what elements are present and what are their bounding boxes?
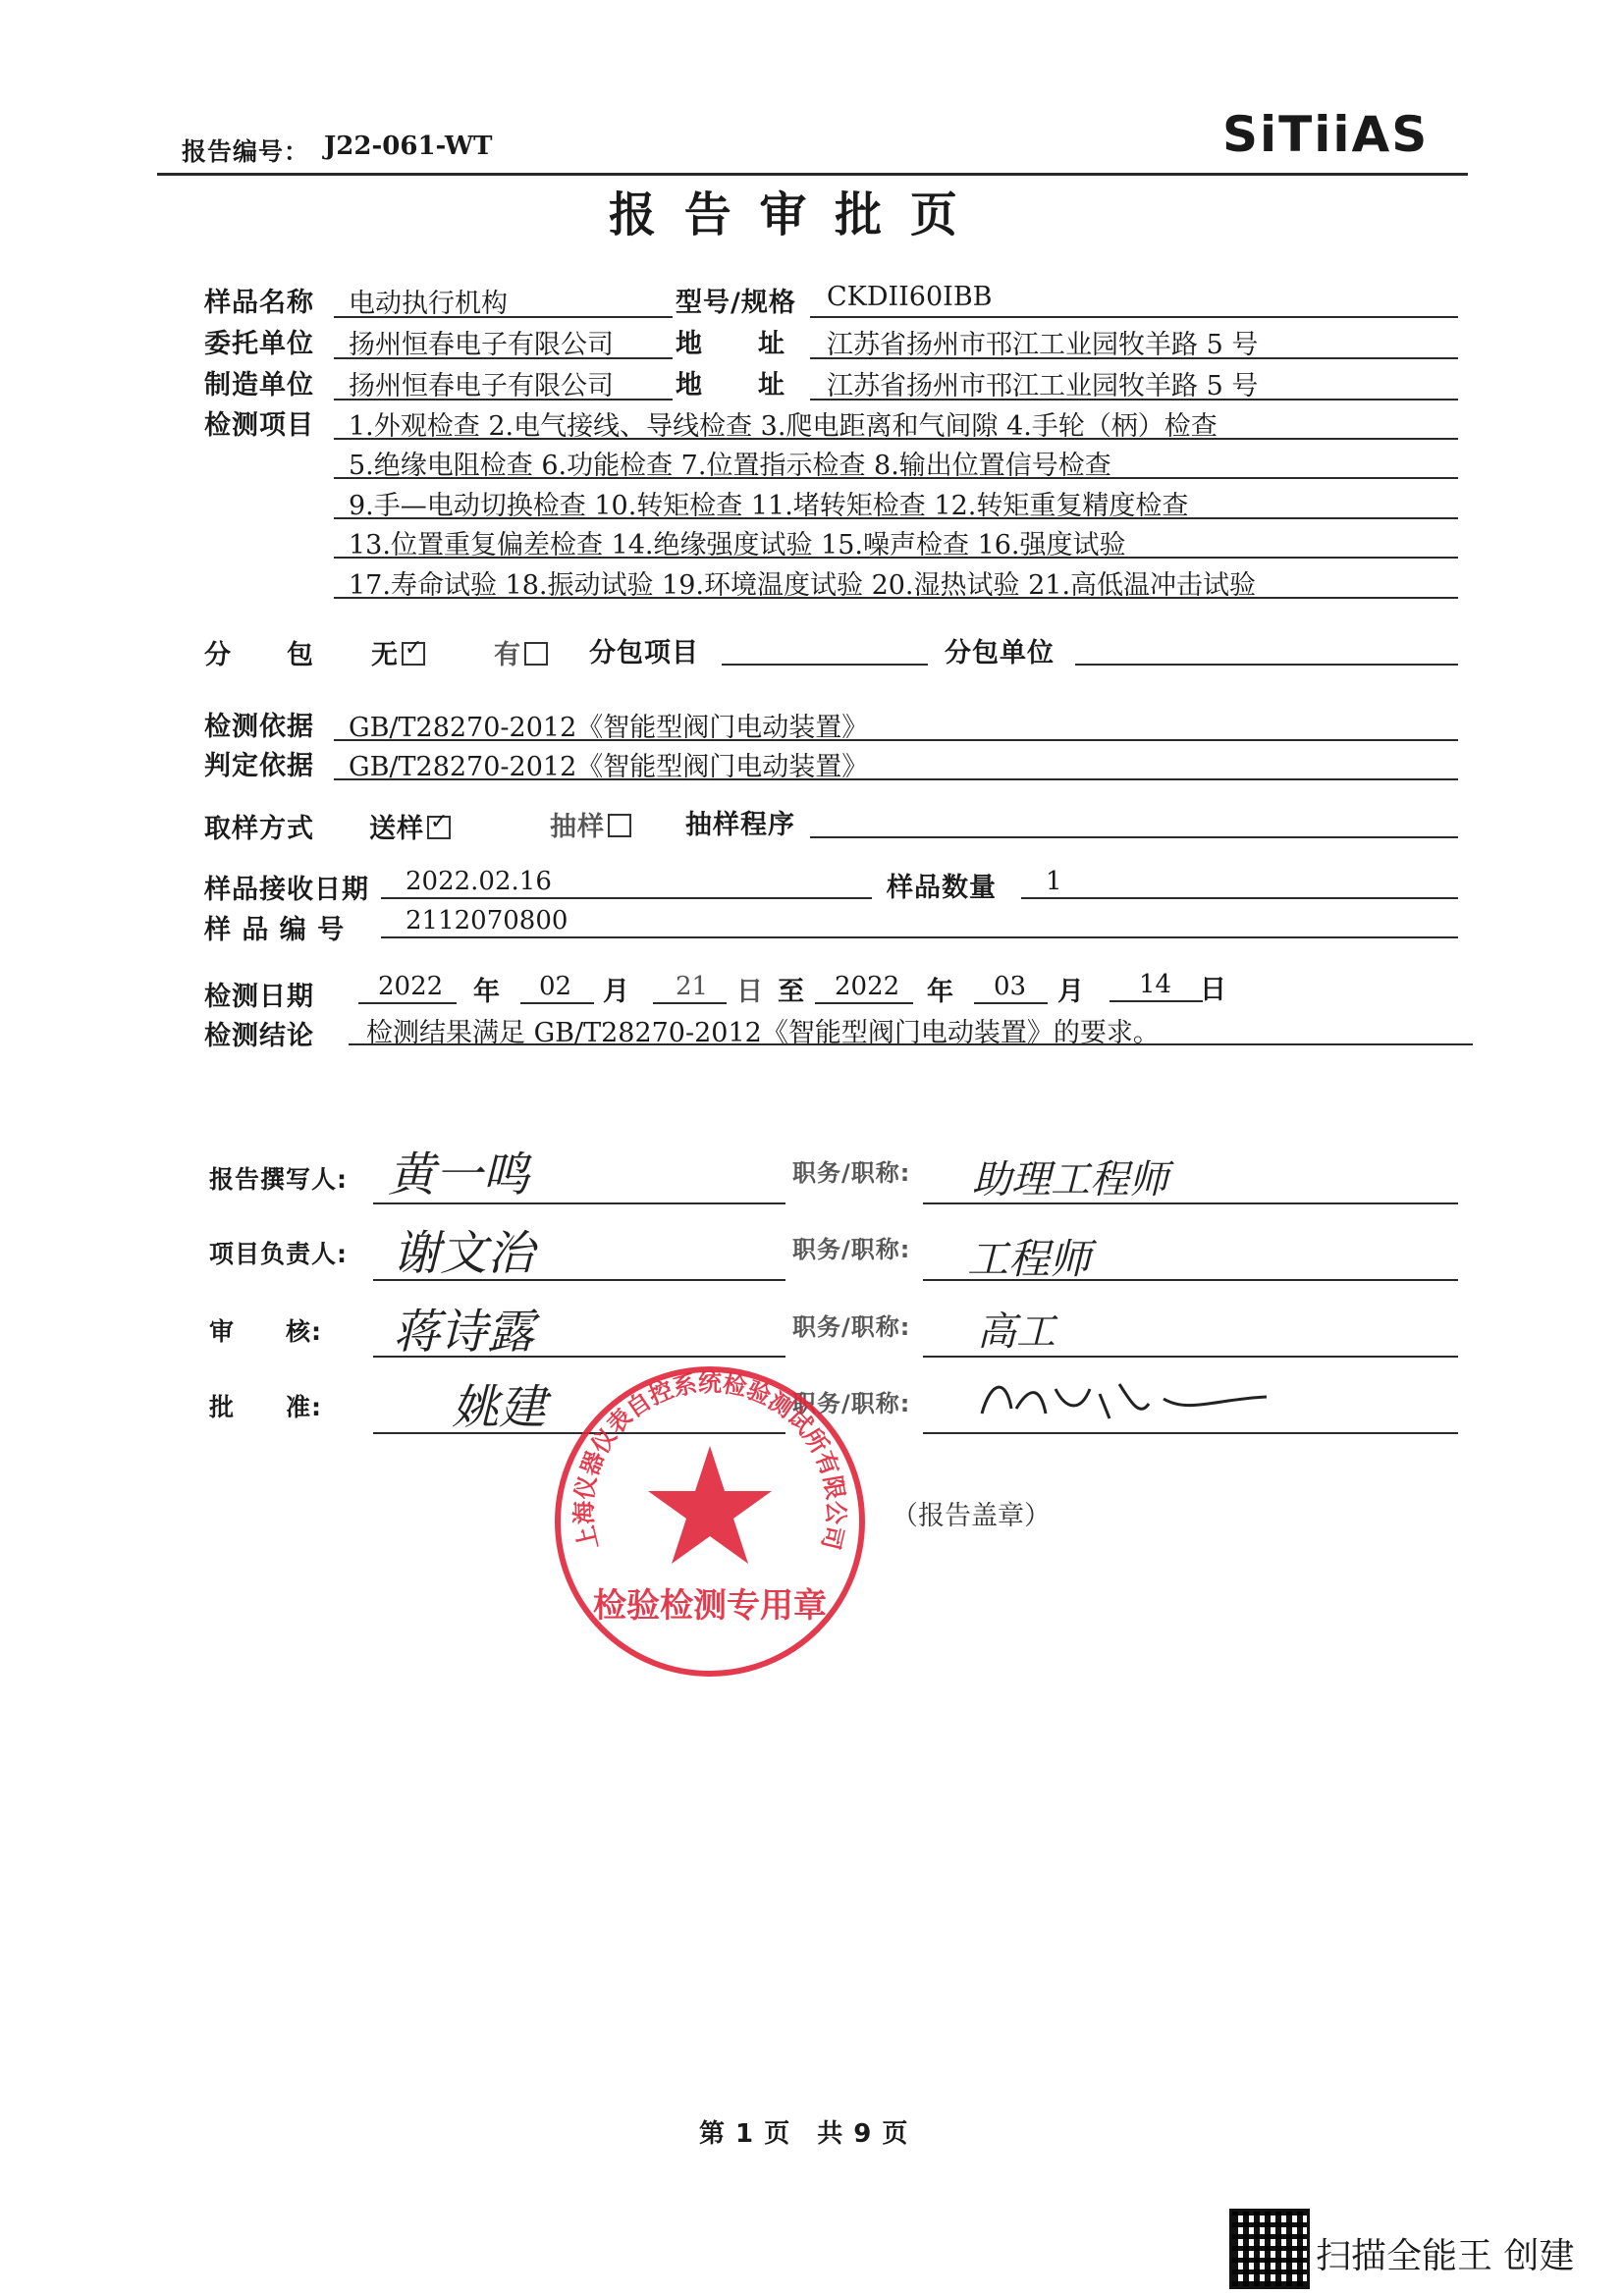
sample-number-line [381,936,1458,938]
subcontract-items-label: 分包项目 [589,638,699,668]
test-end-year-line [815,1002,913,1004]
month-char-2: 月 [1057,977,1085,1007]
to-char: 至 [778,977,805,1007]
page-title: 报 告 审 批 页 [609,187,963,242]
lead-label: 项目负责人: [209,1240,348,1268]
review-post-label: 职务/职称: [792,1313,911,1341]
test-items-rule-5 [334,597,1458,599]
client-address-label: 地 址 [676,329,785,359]
client-address-line [810,357,1458,359]
model-label: 型号/规格 [676,288,796,318]
test-items-line-4: 13.位置重复偏差检查 14.绝缘强度试验 15.噪声检查 16.强度试验 [349,530,1126,561]
test-basis-line [334,739,1458,741]
approve-post-label: 职务/职称: [792,1390,911,1417]
sample-number-label: 样 品 编 号 [204,915,346,945]
client-value: 扬州恒春电子有限公司 [349,330,614,360]
test-end-year: 2022 [835,972,900,1001]
test-end-month-line [974,1002,1048,1004]
scanner-watermark: 扫描全能王 创建 [1316,2236,1575,2276]
sampling-draw-option[interactable]: 抽样 [550,805,631,843]
receipt-date-line [381,897,872,899]
subcontract-yes-checkbox[interactable] [524,642,548,666]
model-line [810,316,1458,318]
subcontract-items-line [722,664,928,666]
test-start-year-line [358,1002,457,1004]
test-items-rule-2 [334,477,1458,479]
sample-quantity-line [1021,897,1458,899]
receipt-date-label: 样品接收日期 [204,875,369,905]
subcontract-unit-label: 分包单位 [945,638,1055,668]
test-date-label: 检测日期 [204,982,314,1012]
client-address-value: 江苏省扬州市邗江工业园牧羊路 5 号 [827,330,1259,360]
test-start-year: 2022 [378,972,444,1001]
writer-title-handwritten: 助理工程师 [972,1157,1168,1202]
day-char-1: 日 [736,977,764,1007]
lead-post-label: 职务/职称: [792,1236,911,1263]
qr-code-icon [1229,2209,1310,2289]
review-line [373,1356,785,1358]
subcontract-none-option[interactable]: 无✓ [371,633,425,671]
review-label: 审 核: [209,1317,322,1346]
receipt-date-value: 2022.02.16 [406,867,552,896]
test-end-day-line [1110,1000,1203,1002]
test-items-line-2: 5.绝缘电阻检查 6.功能检查 7.位置指示检查 8.输出位置信号检查 [349,451,1111,481]
writer-line [373,1202,785,1204]
test-start-month-line [520,1002,594,1004]
sampling-draw-checkbox[interactable] [608,814,631,837]
conclusion-label: 检测结论 [204,1021,314,1051]
writer-post-label: 职务/职称: [792,1159,911,1187]
report-number: J22-061-WT [324,132,493,161]
page-number: 第 1 页 共 9 页 [699,2119,909,2149]
conclusion-value: 检测结果满足 GB/T28270-2012《智能型阀门电动装置》的要求。 [366,1018,1160,1048]
review-title-handwritten: 高工 [977,1309,1056,1355]
year-char-1: 年 [473,977,501,1007]
stamp-center-text: 检验检测专用章 [593,1586,827,1626]
sample-number-value: 2112070800 [406,906,568,935]
test-items-rule-4 [334,557,1458,559]
review-signature: 蒋诗露 [393,1305,535,1360]
sample-name-label: 样品名称 [204,288,314,318]
lead-title-handwritten: 工程师 [967,1235,1092,1283]
subcontract-unit-line [1075,664,1458,666]
sampling-send-option[interactable]: 送样✓ [369,807,451,845]
review-title-line [923,1356,1458,1358]
day-char-2: 日 [1200,975,1227,1005]
approve-title-scribble [972,1369,1286,1428]
model-value: CKDII60IBB [827,282,993,312]
month-char-1: 月 [603,977,630,1007]
judgment-basis-label: 判定依据 [204,751,314,781]
sampling-send-checkbox[interactable] [427,816,451,839]
test-end-month: 03 [994,972,1027,1001]
sample-name-line [334,316,673,318]
test-start-day-line [653,1002,727,1004]
manufacturer-label: 制造单位 [204,370,314,400]
sampling-procedure-line [810,836,1458,838]
header-divider [157,173,1468,176]
sample-quantity-value: 1 [1046,867,1062,896]
sampling-procedure-label: 抽样程序 [685,810,795,840]
client-label: 委托单位 [204,329,314,359]
judgment-basis-value: GB/T28270-2012《智能型阀门电动装置》 [349,752,869,782]
sampling-method-label: 取样方式 [204,814,314,844]
manufacturer-line [334,399,673,400]
test-end-day: 14 [1139,970,1172,999]
writer-title-line [923,1202,1458,1204]
manufacturer-address-value: 江苏省扬州市邗江工业园牧羊路 5 号 [827,371,1259,401]
writer-signature: 黄一鸣 [388,1148,530,1202]
manufacturer-address-label: 地 址 [676,370,785,400]
test-items-line-3: 9.手—电动切换检查 10.转矩检查 11.堵转矩检查 12.转矩重复精度检查 [349,491,1189,521]
approve-title-line [923,1432,1458,1434]
test-start-month: 02 [539,972,572,1001]
lead-line [373,1279,785,1281]
stamp-ring-text: 上海仪器仪表自控系统检验测试所有限公司 [569,1369,850,1553]
test-items-line-5: 17.寿命试验 18.振动试验 19.环境温度试验 20.湿热试验 21.高低温冲击试验 [349,570,1257,601]
subcontract-yes-option[interactable]: 有 [494,633,548,671]
manufacturer-address-line [810,399,1458,400]
test-items-rule-3 [334,517,1458,519]
test-items-rule-1 [334,438,1458,440]
conclusion-line [349,1043,1473,1045]
client-line [334,357,673,359]
subcontract-none-checkbox[interactable] [402,642,425,666]
subcontract-label: 分 包 [204,640,314,670]
sample-name-value: 电动执行机构 [349,289,508,319]
year-char-2: 年 [927,977,954,1007]
report-number-label: 报告编号： [182,137,310,166]
test-items-line-1: 1.外观检查 2.电气接线、导线检查 3.爬电距离和气间隙 4.手轮（柄）检查 [349,411,1218,442]
test-items-label: 检测项目 [204,410,314,441]
approve-label: 批 准: [209,1393,322,1421]
lead-title-line [923,1279,1458,1281]
test-start-day: 21 [676,972,709,1001]
sample-quantity-label: 样品数量 [887,873,997,903]
test-basis-value: GB/T28270-2012《智能型阀门电动装置》 [349,713,869,743]
manufacturer-value: 扬州恒春电子有限公司 [349,371,614,401]
writer-label: 报告撰写人: [209,1165,348,1194]
judgment-basis-line [334,778,1458,780]
lead-signature: 谢文治 [393,1226,535,1281]
stamp-note: （报告盖章） [892,1501,1051,1531]
official-stamp [548,1360,872,1683]
test-basis-label: 检测依据 [204,712,314,742]
company-logo: SiTiiAS [1222,106,1430,163]
approve-signature: 姚建 [452,1380,547,1435]
